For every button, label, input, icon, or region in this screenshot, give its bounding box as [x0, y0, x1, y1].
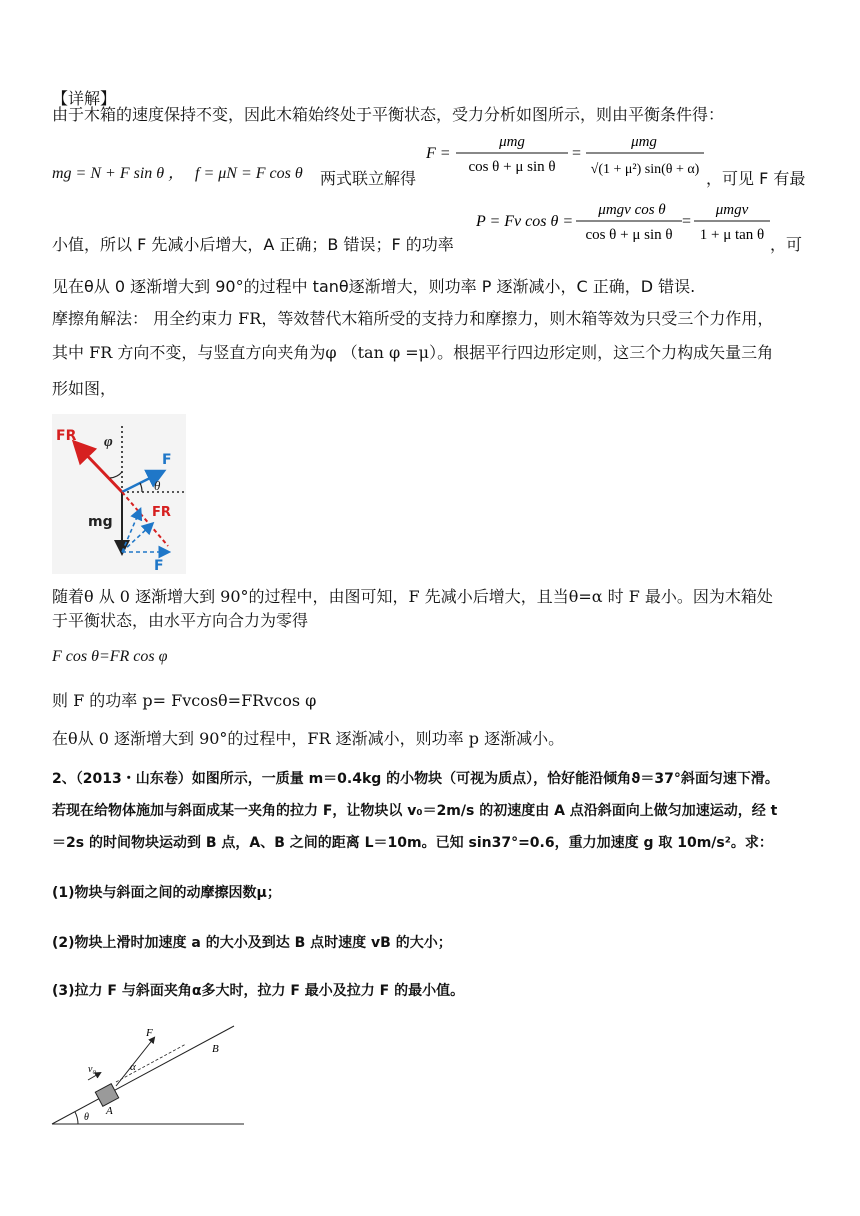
paragraph-2a: 两式联立解得	[320, 169, 417, 188]
label-a: A	[106, 1105, 113, 1117]
paragraph-3b: ，可	[770, 235, 803, 254]
formula-F-den2: √(1 + μ²) sin(θ + α)	[590, 162, 700, 177]
detail-header: 【详解】	[52, 89, 117, 108]
label-fr-top: FR	[56, 428, 77, 444]
label-fr-mid: FR	[152, 505, 171, 520]
label-f-bottom: F	[154, 558, 164, 574]
slope-dashed-line	[116, 1044, 186, 1082]
paragraph-12: 在θ从 0 逐渐增大到 90°的过程中，FR 逐渐减小，则功率 p 逐渐减小。	[52, 729, 565, 748]
formula-P-num2: μmgv	[715, 202, 749, 218]
formula-F-den1: cos θ + μ sin θ	[468, 159, 556, 175]
formula-P-den1: cos θ + μ sin θ	[585, 227, 673, 243]
paragraph-4: 见在θ从 0 逐渐增大到 90°的过程中 tanθ逐渐增大，则功率 P 逐渐减小，C 正确，D 错误.	[52, 277, 696, 296]
incline-angle-arc	[75, 1112, 78, 1124]
label-alpha: α	[130, 1061, 136, 1073]
label-theta: θ	[154, 478, 161, 493]
equation-1: mg = N + F sin θ ，	[52, 165, 185, 182]
label-f-top: F	[162, 452, 172, 468]
formula-F-num1: μmg	[499, 134, 525, 150]
label-theta: θ	[84, 1112, 89, 1123]
formula-P-den2: 1 + μ tan θ	[699, 227, 765, 243]
paragraph-1: 由于木箱的速度保持不变，因此木箱始终处于平衡状态，受力分析如图所示，则由平衡条件得：	[52, 105, 725, 124]
block	[95, 1084, 118, 1107]
incline-figure	[50, 1020, 250, 1132]
paragraph-2b: ，可见 F 有最	[706, 169, 806, 188]
label-phi: φ	[104, 434, 113, 450]
paragraph-6: 其中 FR 方向不变，与竖直方向夹角为φ （tan φ =μ）。根据平行四边形定则，这三个力构成矢量三角	[52, 343, 774, 362]
question-2-sub-2: (2)物块上滑时加速度 a 的大小及到达 B 点时速度 vB 的大小；	[52, 935, 452, 951]
formula-P	[476, 196, 776, 252]
equation-2: f = μN = F cos θ	[195, 165, 303, 182]
equals-sign: =	[572, 145, 582, 162]
label-mg: mg	[88, 514, 113, 530]
question-2-sub-3: (3)拉力 F 与斜面夹角α多大时，拉力 F 最小及拉力 F 的最小值。	[52, 983, 465, 999]
formula-P-num1: μmgv cos θ	[598, 202, 666, 218]
paragraph-3a: 小值，所以 F 先减小后增大，A 正确；B 错误；F 的功率	[52, 235, 454, 254]
paragraph-8: 随着θ 从 0 逐渐增大到 90°的过程中，由图可知，F 先减小后增大，且当θ=α 时 F 最小。因为木箱处	[52, 587, 773, 606]
label-v0: v₀	[88, 1064, 96, 1075]
formula-P-lhs: P = Fv cos θ =	[476, 213, 574, 230]
label-f: F	[146, 1027, 153, 1039]
paragraph-10: F cos θ=FR cos φ	[52, 648, 168, 665]
paragraph-7: 形如图，	[52, 379, 117, 398]
question-2-sub-1: (1)物块与斜面之间的动摩擦因数μ；	[52, 885, 281, 901]
label-b: B	[212, 1043, 219, 1055]
incline-line	[52, 1026, 234, 1124]
question-2-line-1: 2、（2013・山东卷）如图所示，一质量 m＝0.4kg 的小物块（可视为质点），恰好能沿倾角ϑ＝37°斜面匀速下滑。	[52, 771, 779, 787]
question-2-line-3: ＝2s 的时间物块运动到 B 点，A、B 之间的距离 L＝10m。已知 sin37°=0.6，重力加速度 g 取 10m/s²。求：	[52, 835, 773, 851]
formula-F-lhs: F =	[426, 145, 451, 162]
paragraph-5: 摩擦角解法： 用全约束力 FR，等效替代木箱所受的支持力和摩擦力，则木箱等效为只受三个力作用，	[52, 309, 774, 328]
formula-F	[422, 130, 712, 190]
equals-sign: =	[682, 213, 692, 230]
force-triangle-figure	[52, 414, 186, 574]
question-2-line-2: 若现在给物体施加与斜面成某一夹角的拉力 F，让物块以 v₀＝2m/s 的初速度由 A 点沿斜面向上做匀加速运动，经 t	[52, 803, 778, 819]
paragraph-9: 于平衡状态，由水平方向合力为零得	[52, 611, 309, 630]
formula-F-num2: μmg	[631, 134, 657, 150]
paragraph-11: 则 F 的功率 p= Fvcosθ=FRvcos φ	[52, 691, 317, 710]
